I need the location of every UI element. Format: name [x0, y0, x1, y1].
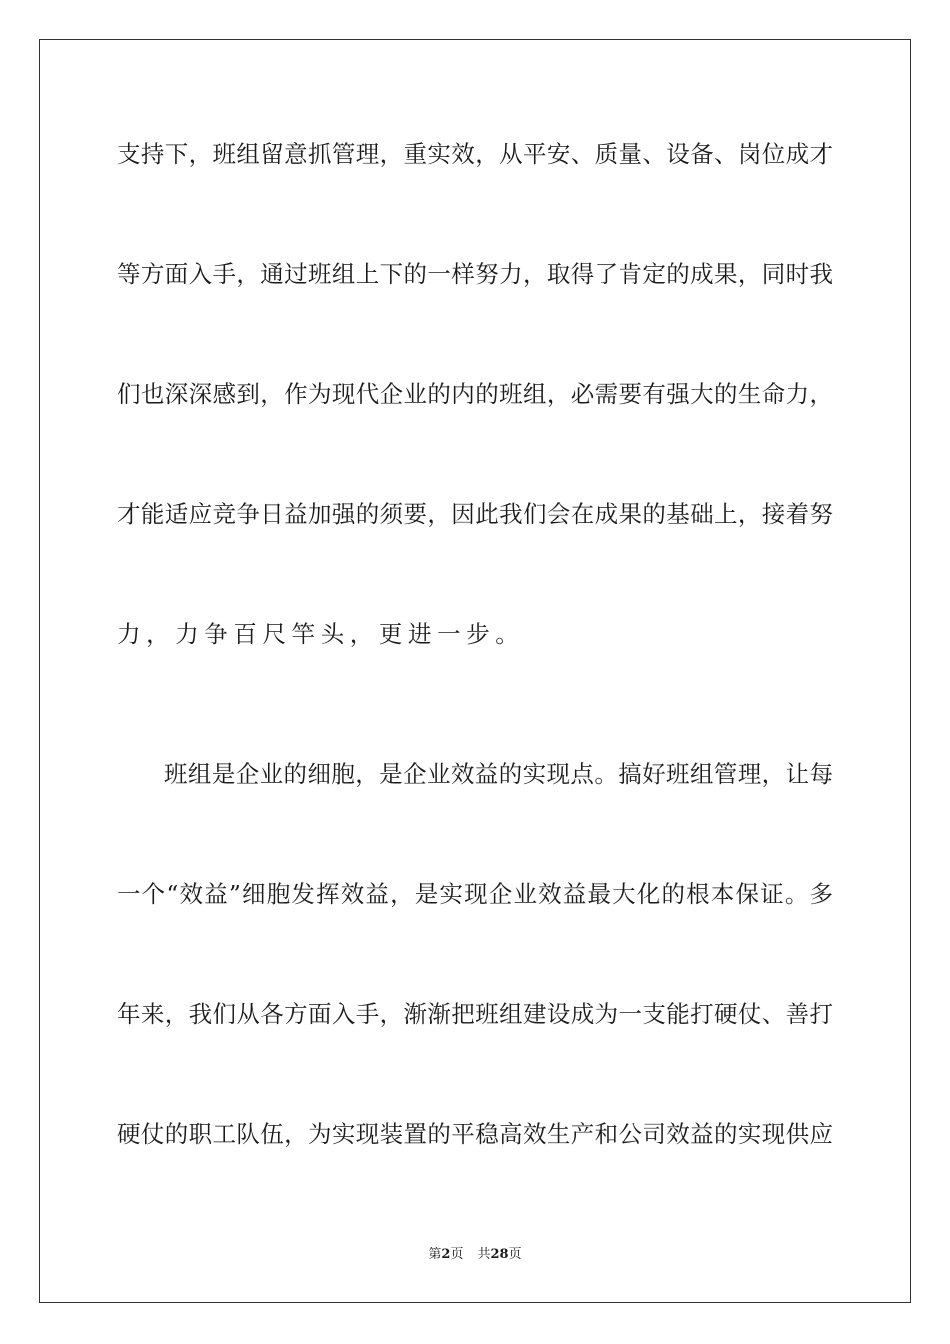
- page-footer: [0, 1247, 950, 1263]
- total-pages-number: 28: [490, 1247, 509, 1262]
- body-text-line: 硬仗的职工队伍，为实现装置的平稳高效生产和公司效益的实现供应: [117, 1120, 833, 1148]
- page-number-prefix: 第: [428, 1247, 442, 1262]
- current-page-number: 2: [441, 1247, 451, 1262]
- body-text-line: 才能适应竞争日益加强的须要，因此我们会在成果的基础上，接着努: [117, 500, 833, 528]
- body-text-line: 年来，我们从各方面入手，渐渐把班组建设成为一支能打硬仗、善打: [117, 1000, 833, 1028]
- body-text-line: 支持下，班组留意抓管理，重实效，从平安、质量、设备、岗位成才: [117, 140, 833, 168]
- body-text-line: 们也深深感到，作为现代企业的内的班组，必需要有强大的生命力，: [117, 380, 833, 408]
- total-pages-suffix: 页: [508, 1247, 522, 1262]
- body-text-line: 等方面入手，通过班组上下的一样努力，取得了肯定的成果，同时我: [117, 260, 833, 288]
- body-text-line: 一个“效益”细胞发挥效益，是实现企业效益最大化的根本保证。多: [117, 880, 833, 908]
- total-pages-prefix: 共: [477, 1247, 491, 1262]
- page-number-suffix: 页: [450, 1247, 464, 1262]
- page-border: [39, 39, 911, 1303]
- body-text-line: 力，力争百尺竿头，更进一步。: [117, 620, 525, 648]
- paragraph-first-line: 班组是企业的细胞，是企业效益的实现点。搞好班组管理，让每: [164, 760, 833, 788]
